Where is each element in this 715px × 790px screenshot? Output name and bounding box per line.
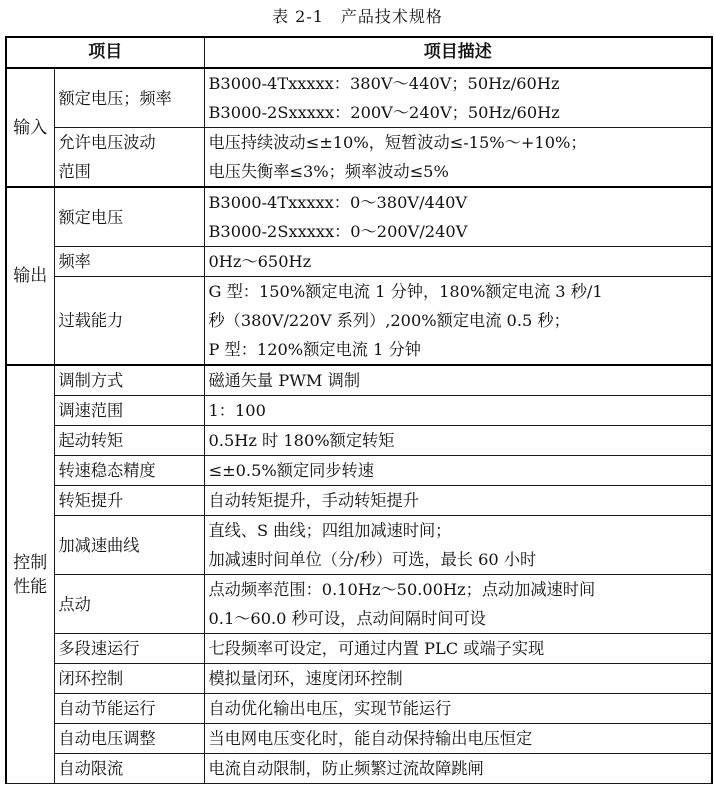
header-description: 项目描述	[204, 37, 712, 68]
item-label: 调速范围	[58, 401, 124, 420]
item-label: 频率	[58, 252, 91, 271]
item-cell	[54, 575, 204, 634]
item-label: 点动	[58, 594, 91, 614]
item-label: 转矩提升	[58, 491, 124, 510]
description-cell	[204, 456, 712, 486]
description-line: B3000-4Txxxxx：0～380V/440V	[208, 193, 468, 212]
item-label: 加减速曲线	[58, 535, 140, 555]
description-cell	[204, 634, 712, 664]
description-line: 模拟量闭环，速度闭环控制	[208, 669, 403, 688]
description-cell	[204, 664, 712, 694]
category-cell	[6, 68, 54, 187]
table-row	[6, 516, 712, 575]
item-cell	[54, 128, 204, 188]
category-label: 输入	[13, 117, 48, 138]
description-line: ≤±0.5%额定同步转速	[208, 461, 374, 480]
description-line: 七段频率可设定，可通过内置 PLC 或端子实现	[208, 639, 545, 658]
item-cell	[54, 634, 204, 664]
table-row	[6, 68, 712, 128]
table-row	[6, 724, 712, 754]
description-line: 电压失衡率≤3%；频率波动≤5%	[208, 162, 449, 181]
item-label: 额定电压；频率	[58, 88, 172, 108]
description-line: 直线、S 曲线；四组加减速时间；	[208, 521, 452, 540]
table-row	[6, 754, 712, 784]
item-label: 多段速运行	[58, 639, 140, 658]
description-line: 当电网电压变化时，能自动保持输出电压恒定	[208, 729, 533, 748]
table-row	[6, 365, 712, 396]
category-label: 控制	[13, 552, 48, 573]
description-cell	[204, 396, 712, 426]
description-line: G 型：150%额定电流 1 分钟，180%额定电流 3 秒/1	[208, 282, 603, 301]
table-row	[6, 634, 712, 664]
description-line: 电压持续波动≤±10%，短暂波动≤-15%～+10%；	[208, 133, 587, 152]
table-row	[6, 396, 712, 426]
item-label: 过载能力	[58, 311, 124, 330]
description-line: 自动优化输出电压，实现节能运行	[208, 699, 452, 718]
description-line: 点动频率范围：0.10Hz～50.00Hz；点动加减速时间	[208, 580, 596, 599]
description-line: B3000-2Sxxxxx：0～200V/240V	[208, 222, 468, 241]
table-row	[6, 426, 712, 456]
category-cell	[6, 187, 54, 365]
description-line: 电流自动限制，防止频繁过流故障跳闸	[208, 759, 484, 778]
item-cell	[54, 486, 204, 516]
header-item: 项目	[6, 37, 204, 68]
table-row	[6, 694, 712, 724]
spec-table	[5, 36, 713, 784]
item-label: 范围	[58, 162, 91, 181]
table-row	[6, 456, 712, 486]
description-line: 1：100	[208, 401, 266, 420]
item-cell	[54, 247, 204, 277]
table-body	[6, 68, 712, 784]
description-cell	[204, 694, 712, 724]
table-row	[6, 187, 712, 247]
item-label: 起动转矩	[58, 431, 124, 450]
item-cell	[54, 277, 204, 366]
item-label: 调制方式	[58, 371, 124, 390]
description-cell	[204, 247, 712, 277]
description-cell	[204, 516, 712, 575]
description-cell	[204, 187, 712, 247]
table-row	[6, 664, 712, 694]
item-label: 转速稳态精度	[58, 461, 156, 480]
item-cell	[54, 724, 204, 754]
description-line: 0.1～60.0 秒可设，点动间隔时间可设	[208, 609, 486, 628]
table-row	[6, 277, 712, 366]
table-row	[6, 575, 712, 634]
description-cell	[204, 575, 712, 634]
item-label: 自动限流	[58, 759, 124, 778]
description-line: P 型：120%额定电流 1 分钟	[208, 340, 421, 359]
description-cell	[204, 754, 712, 784]
item-cell	[54, 456, 204, 486]
item-cell	[54, 365, 204, 396]
item-cell	[54, 664, 204, 694]
item-label: 闭环控制	[58, 669, 124, 688]
description-cell	[204, 277, 712, 366]
description-line: 0Hz～650Hz	[208, 252, 312, 271]
item-cell	[54, 426, 204, 456]
description-line: 0.5Hz 时 180%额定转矩	[208, 431, 395, 450]
description-line: 秒（380V/220V 系列）,200%额定电流 0.5 秒；	[208, 311, 570, 330]
category-label: 输出	[13, 266, 48, 286]
table-header-row	[6, 37, 712, 68]
description-line: B3000-2Sxxxxx：200V～240V；50Hz/60Hz	[208, 103, 560, 122]
description-line: 加减速时间单位（分/秒）可选，最长 60 小时	[208, 550, 537, 569]
description-cell	[204, 365, 712, 396]
description-line: B3000-4Txxxxx：380V～440V；50Hz/60Hz	[208, 74, 560, 93]
item-label: 额定电压	[58, 207, 124, 227]
description-cell	[204, 486, 712, 516]
description-line: 自动转矩提升，手动转矩提升	[208, 491, 419, 510]
description-cell	[204, 68, 712, 128]
description-cell	[204, 724, 712, 754]
item-cell	[54, 68, 204, 128]
description-cell	[204, 128, 712, 188]
table-row	[6, 486, 712, 516]
item-label: 允许电压波动	[58, 133, 156, 152]
item-cell	[54, 187, 204, 247]
table-row	[6, 247, 712, 277]
category-cell	[6, 365, 54, 784]
item-cell	[54, 754, 204, 784]
table-caption: 表 2-1 产品技术规格	[272, 7, 443, 26]
category-label: 性能	[13, 576, 48, 597]
description-line: 磁通矢量 PWM 调制	[208, 371, 361, 390]
item-label: 自动节能运行	[58, 699, 156, 718]
description-cell	[204, 426, 712, 456]
item-label: 自动电压调整	[58, 729, 156, 748]
item-cell	[54, 396, 204, 426]
item-cell	[54, 694, 204, 724]
item-cell	[54, 516, 204, 575]
table-row	[6, 128, 712, 188]
